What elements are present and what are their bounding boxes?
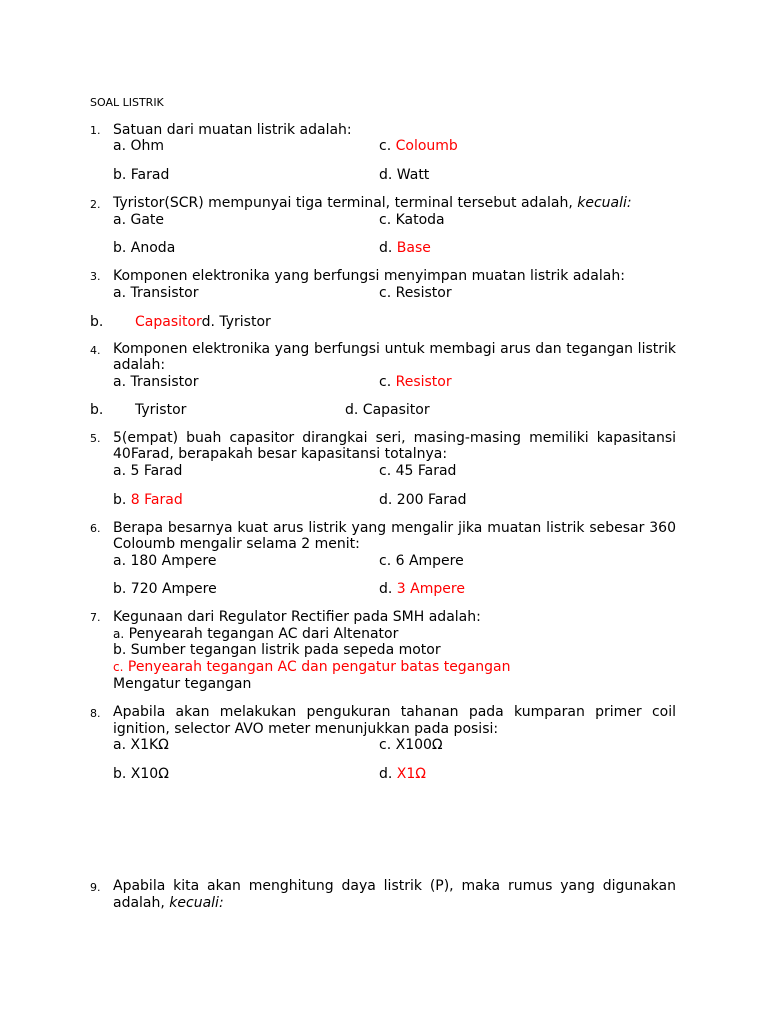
option-b-letter: b. xyxy=(90,314,104,330)
option-a: a. Gate xyxy=(113,212,165,228)
option-b-d-line: Capasitord. Tyristor xyxy=(135,314,271,330)
option-a: a. 5 Farad xyxy=(113,463,183,479)
option-d: d. X1Ω xyxy=(379,766,426,782)
correct-answer: c. Penyearah tegangan AC dan pengatur batas tegangan xyxy=(113,659,511,675)
option-b: b. Anoda xyxy=(113,240,176,256)
question-text-line-1: Apabila kita akan menghitung daya listrik (P), maka rumus yang digunakan xyxy=(113,878,676,894)
option-b: b. 720 Ampere xyxy=(113,581,217,597)
option-c: c. Katoda xyxy=(379,212,445,228)
option-d: d. Watt xyxy=(379,167,430,183)
option-c: c. Resistor xyxy=(379,285,452,301)
option-d: d. Base xyxy=(379,240,431,256)
option-c: c. Resistor xyxy=(379,374,452,390)
question-text-line-2: 40Farad, berapakah besar kapasitansi totalnya: xyxy=(113,446,448,462)
correct-answer: 3 Ampere xyxy=(396,581,465,597)
option-b: b. Sumber tegangan listrik pada sepeda motor xyxy=(113,642,441,658)
question-text-line-1: Apabila akan melakukan pengukuran tahanan pada kumparan primer coil xyxy=(113,704,676,720)
correct-answer: Resistor xyxy=(395,374,452,390)
option-d: Mengatur tegangan xyxy=(113,676,252,692)
question-text-line-1: 5(empat) buah capasitor dirangkai seri, masing-masing memiliki kapasitansi xyxy=(113,430,676,446)
question-text-line-2: ignition, selector AVO meter menunjukkan pada posisi: xyxy=(113,721,499,737)
question-text-line-2: Coloumb mengalir selama 2 menit: xyxy=(113,536,360,552)
option-c: c. Coloumb xyxy=(379,138,458,154)
option-b: b. 8 Farad xyxy=(113,492,183,508)
question-text: Kegunaan dari Regulator Rectifier pada SMH adalah: xyxy=(113,609,481,625)
option-c: c. X100Ω xyxy=(379,737,443,753)
option-b-letter: b. xyxy=(90,402,104,418)
question-text: Komponen elektronika yang berfungsi menyimpan muatan listrik adalah: xyxy=(113,268,625,284)
option-a: a. 180 Ampere xyxy=(113,553,217,569)
question-number: 8. xyxy=(90,707,101,720)
option-b: Tyristor xyxy=(135,402,187,418)
question-text-line-1: Komponen elektronika yang berfungsi untuk membagi arus dan tegangan listrik xyxy=(113,341,676,357)
question-text-line-2: adalah: xyxy=(113,357,166,373)
option-b: b. Farad xyxy=(113,167,170,183)
correct-answer: Capasitor xyxy=(135,314,202,330)
question-number: 1. xyxy=(90,124,101,137)
document-title: SOAL LISTRIK xyxy=(90,96,164,109)
question-text-line-2: adalah, kecuali: xyxy=(113,895,224,911)
option-a: a. Ohm xyxy=(113,138,165,154)
question-text: Tyristor(SCR) mempunyai tiga terminal, terminal tersebut adalah, kecuali: xyxy=(113,195,632,211)
option-d: d. Capasitor xyxy=(345,402,430,418)
question-text-line-1: Berapa besarnya kuat arus listrik yang mengalir jika muatan listrik sebesar 360 xyxy=(113,520,676,536)
option-d: d. 200 Farad xyxy=(379,492,467,508)
question-number: 4. xyxy=(90,344,101,357)
question-number: 6. xyxy=(90,522,101,535)
option-a: a. Transistor xyxy=(113,285,199,301)
option-c: c. 45 Farad xyxy=(379,463,457,479)
option-a: a. Transistor xyxy=(113,374,199,390)
correct-answer: Coloumb xyxy=(395,138,458,154)
question-number: 2. xyxy=(90,198,101,211)
question-number: 5. xyxy=(90,432,101,445)
option-b: b. X10Ω xyxy=(113,766,169,782)
option-d: d. 3 Ampere xyxy=(379,581,465,597)
correct-answer: 8 Farad xyxy=(130,492,183,508)
question-number: 3. xyxy=(90,270,101,283)
correct-answer: X1Ω xyxy=(396,766,426,782)
option-c: c. 6 Ampere xyxy=(379,553,464,569)
question-text: Satuan dari muatan listrik adalah: xyxy=(113,122,352,138)
option-a: a. X1KΩ xyxy=(113,737,169,753)
question-number: 7. xyxy=(90,611,101,624)
correct-answer: Base xyxy=(396,240,431,256)
question-number: 9. xyxy=(90,881,101,894)
option-a: a. Penyearah tegangan AC dari Altenator xyxy=(113,626,399,642)
